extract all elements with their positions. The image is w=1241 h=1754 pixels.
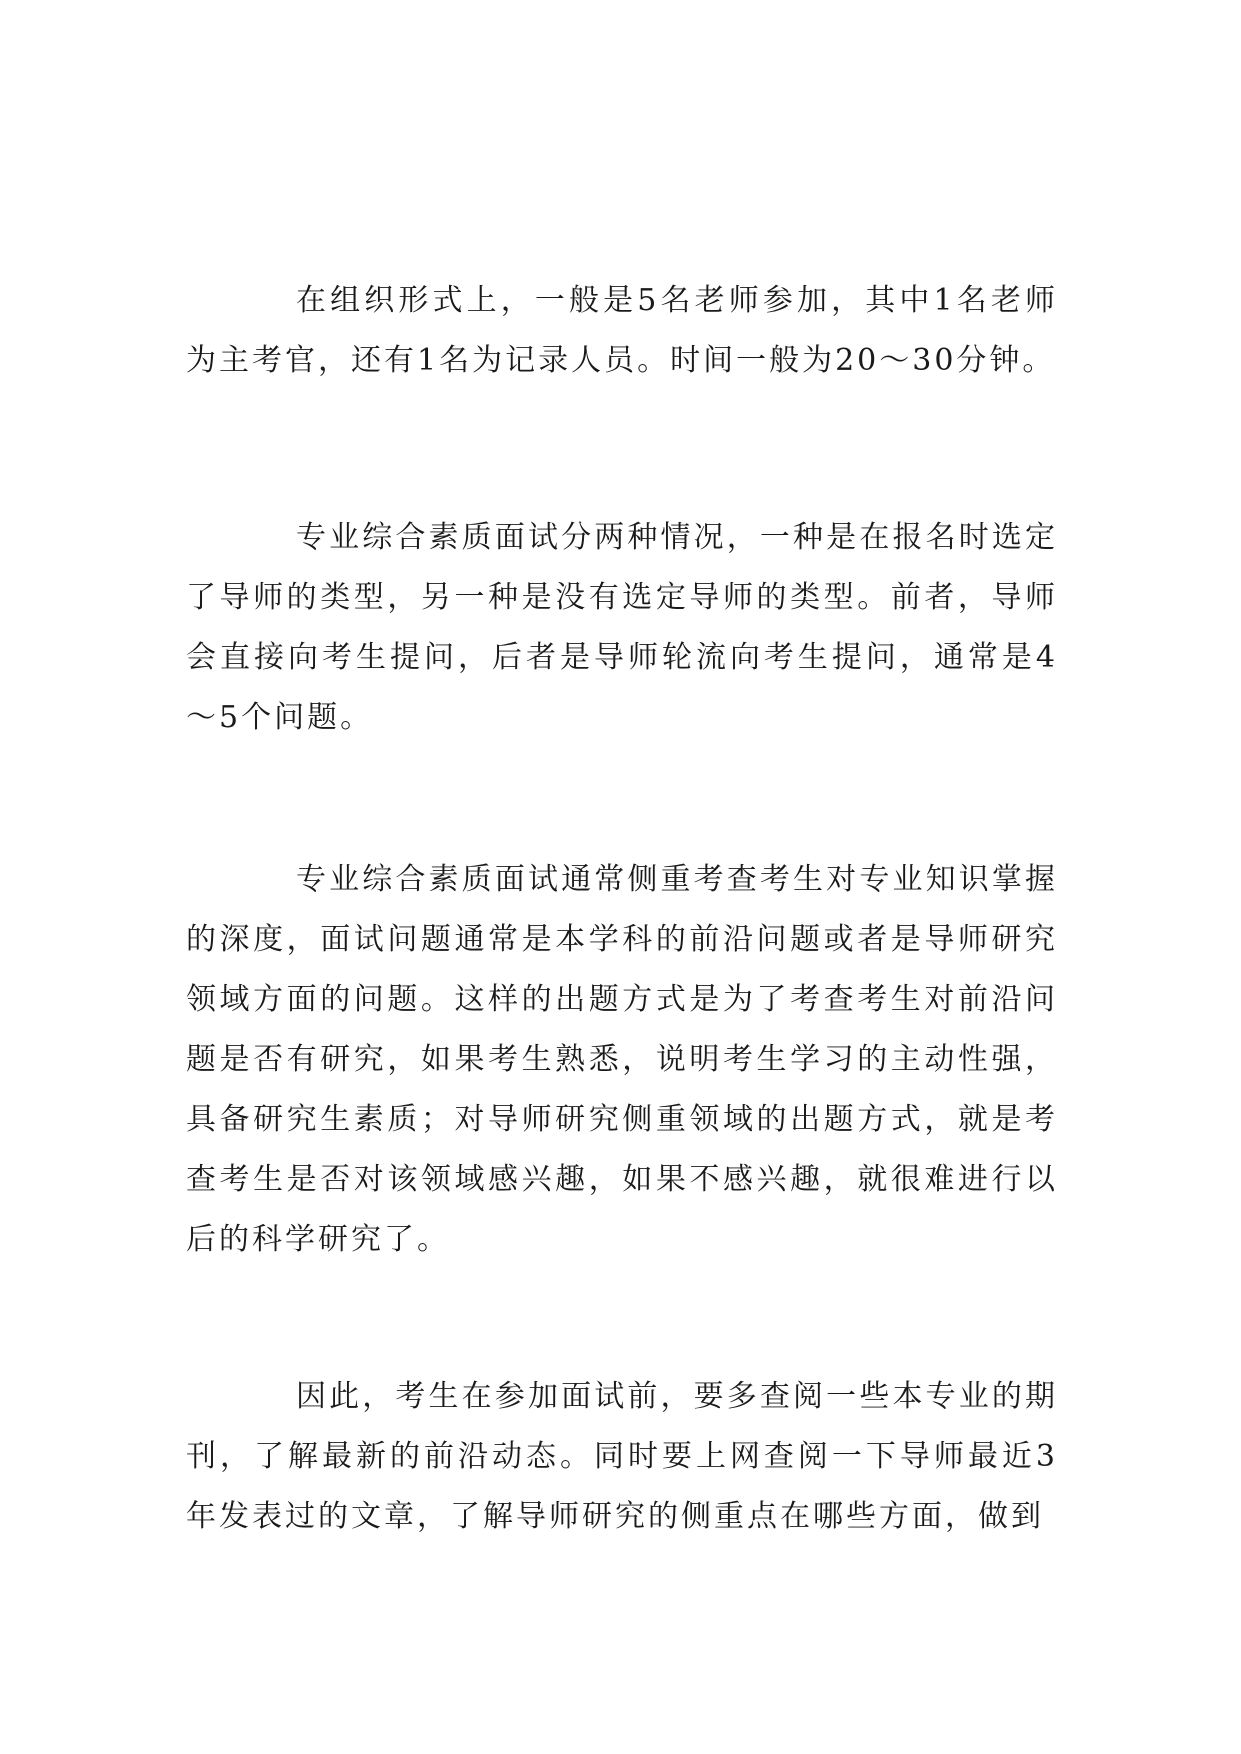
paragraph-interview-types: 专业综合素质面试分两种情况，一种是在报名时选定了导师的类型，另一种是没有选定导师的类型。前者，导师会直接向考生提问，后者是导师轮流向考生提问，通常是4～5个问题。 <box>186 520 1058 735</box>
paragraph-preparation-advice: 因此，考生在参加面试前，要多查阅一些本专业的期刊，了解最新的前沿动态。同时要上网查阅一下导师最近3年发表过的文章，了解导师研究的侧重点在哪些方面，做到 <box>186 1379 1058 1534</box>
paragraph-interview-format: 在组织形式上，一般是5名老师参加，其中1名老师为主考官，还有1名为记录人员。时间一般为20～30分钟。 <box>186 283 1058 378</box>
paragraph-interview-focus: 专业综合素质面试通常侧重考查考生对专业知识掌握的深度，面试问题通常是本学科的前沿问题或者是导师研究领域方面的问题。这样的出题方式是为了考查考生对前沿问题是否有研究，如果考生熟悉，说明考生学习的主动性强，具备研究生素质；对导师研究侧重领域的出题方式，就是考查考生是否对该领域感兴趣，如果不感兴趣，就很难进行以后的科学研究了。 <box>186 862 1058 1257</box>
